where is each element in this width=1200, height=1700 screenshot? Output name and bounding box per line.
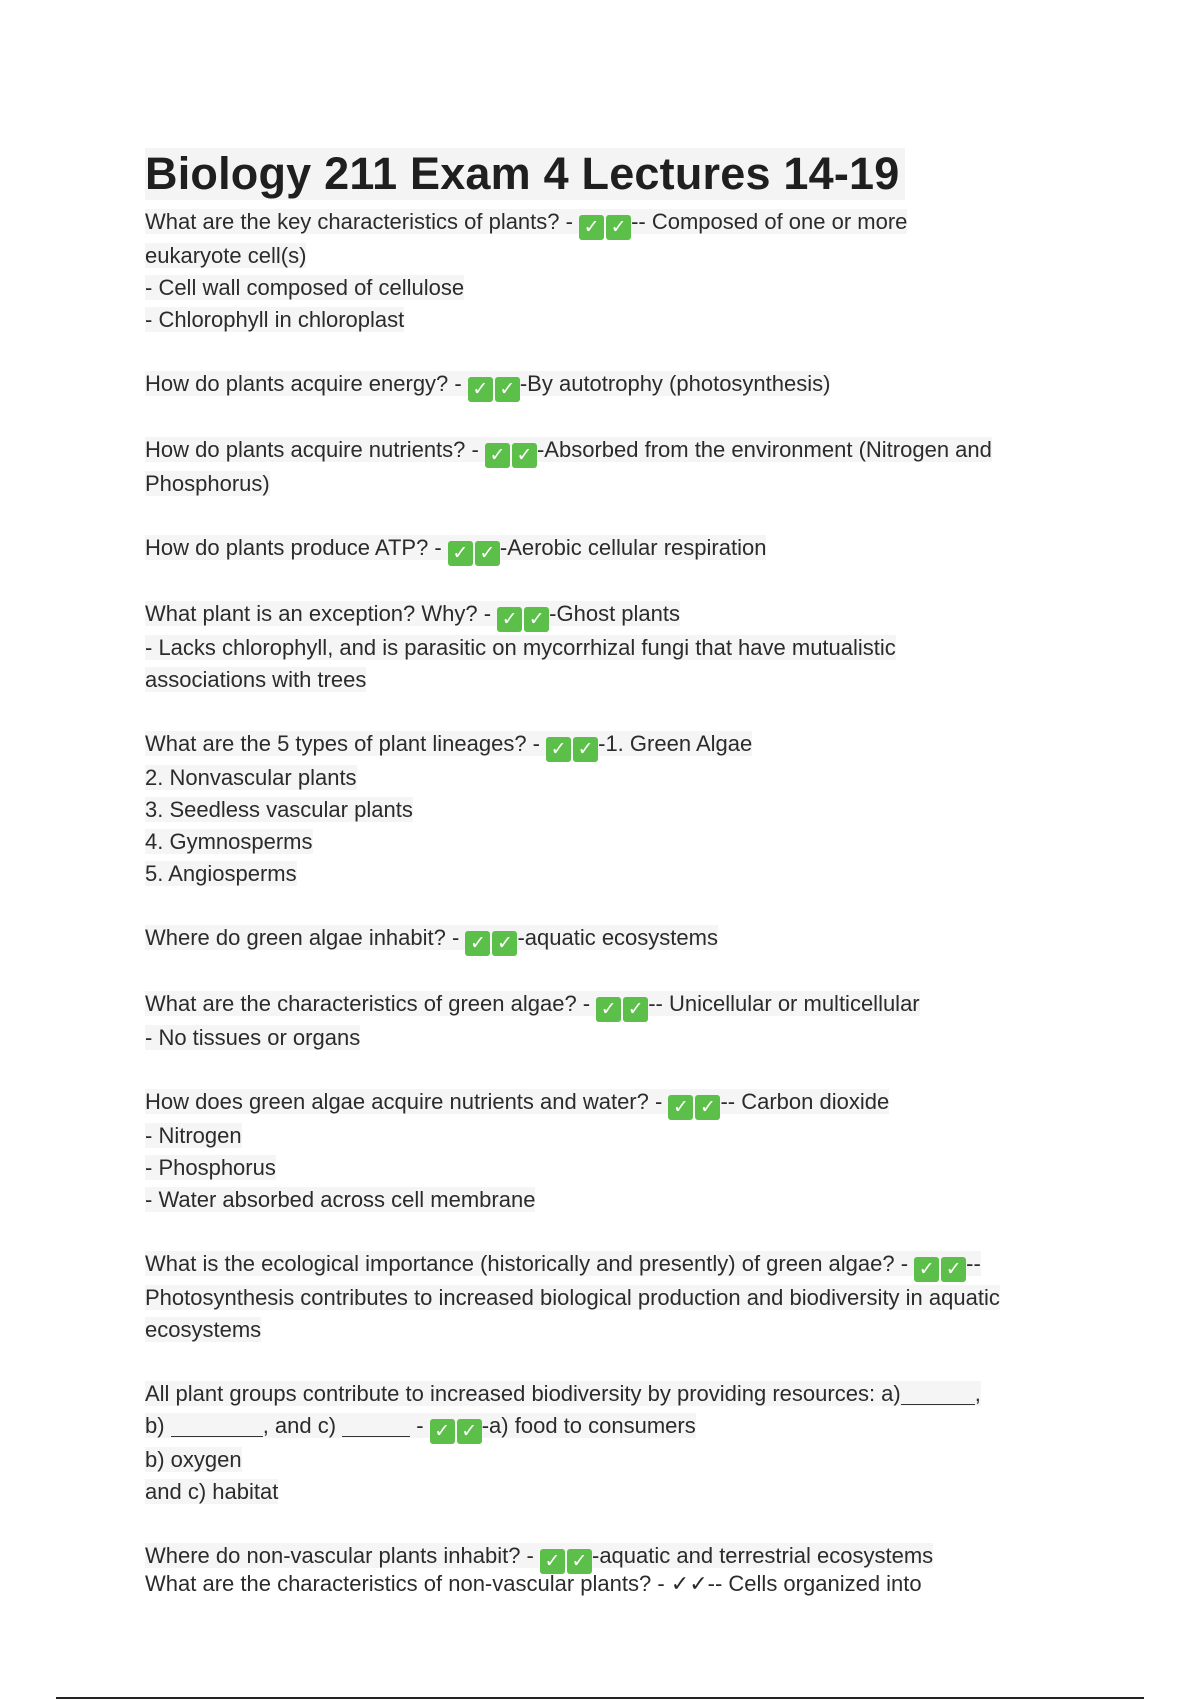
document-page: [145, 148, 1095, 1574]
blank-line: [171, 1414, 263, 1437]
answer-text: -aquatic ecosystems: [517, 925, 718, 950]
blank-line: [901, 1382, 975, 1405]
question-text: How do plants produce ATP? -: [145, 535, 448, 560]
answer-text: --: [966, 1251, 981, 1276]
answer-text: -- Composed of one or more: [631, 209, 908, 234]
qa-item-blank: All plant groups contribute to increased biodiversity by providing resources: a) , b) , and c) - ✓ ✓ -a) food to consumers b) oxygen and c) habitat: [145, 1381, 981, 1504]
question-text: Where do green algae inhabit? -: [145, 925, 466, 950]
answer-line: associations with trees: [145, 667, 367, 692]
checkmark-icon: ✓: [573, 737, 598, 762]
question-text: How do plants acquire energy? -: [145, 371, 468, 396]
qa-item: [145, 728, 1095, 890]
checkmark-icon: ✓: [465, 931, 490, 956]
checkmark-icon: ✓: [941, 1257, 966, 1282]
checkmark-icon: ✓: [492, 931, 517, 956]
qa-item: [145, 532, 1095, 566]
answer-text: -a) food to consumers: [481, 1413, 696, 1438]
answer-text: -Ghost plants: [549, 601, 681, 626]
question-text: How do plants acquire nutrients? -: [145, 437, 485, 462]
qa-item: [145, 922, 1095, 956]
checkmark-icon: ✓: [623, 997, 648, 1022]
answer-line: - No tissues or organs: [145, 1025, 361, 1050]
checkmark-icon: ✓: [495, 377, 520, 402]
answer-line: - Water absorbed across cell membrane: [145, 1187, 536, 1212]
qa-item: [145, 1248, 1095, 1346]
checkmark-icon: ✓: [596, 997, 621, 1022]
checkmark-icon: ✓: [524, 607, 549, 632]
answer-text: -aquatic and terrestrial ecosystems: [592, 1543, 934, 1568]
checkmark-icon: ✓: [914, 1257, 939, 1282]
question-text: What are the characteristics of green algae? -: [145, 991, 597, 1016]
checkmark-icon: ✓: [540, 1549, 565, 1574]
answer-line: - Lacks chlorophyll, and is parasitic on mycorrhizal fungi that have mutualistic: [145, 635, 896, 660]
answer-text: -1. Green Algae: [598, 731, 753, 756]
checkmark-icon: ✓: [497, 607, 522, 632]
answer-line: ecosystems: [145, 1317, 262, 1342]
checkmark-icon: ✓: [668, 1095, 693, 1120]
checkmark-icon: ✓: [475, 541, 500, 566]
checkmark-icon: ✓: [606, 215, 631, 240]
question-text: How does green algae acquire nutrients and water? -: [145, 1089, 669, 1114]
qa-list: [145, 206, 1095, 1346]
question-text: What are the 5 types of plant lineages? -: [145, 731, 547, 756]
question-text: What plant is an exception? Why? -: [145, 601, 498, 626]
page-bottom-rule: [56, 1697, 1144, 1699]
checkmark-icon: ✓: [430, 1419, 455, 1444]
question-text: Where do non-vascular plants inhabit? -: [145, 1543, 540, 1568]
answer-line: - Nitrogen: [145, 1123, 242, 1148]
answer-text: -Absorbed from the environment (Nitrogen and: [536, 437, 992, 462]
checkmark-icon: ✓: [567, 1549, 592, 1574]
truncated-text-line: What are the characteristics of non-vascular plants? - ✓✓-- Cells organized into: [145, 1571, 922, 1596]
answer-line: 4. Gymnosperms: [145, 829, 313, 854]
checkmark-icon: ✓: [512, 443, 537, 468]
blank-line: [342, 1414, 410, 1437]
qa-item: [145, 434, 1095, 500]
checkmark-icon: ✓: [457, 1419, 482, 1444]
document-title: Biology 211 Exam 4 Lectures 14-19: [145, 148, 905, 200]
answer-text: -Aerobic cellular respiration: [499, 535, 767, 560]
qa-item: [145, 206, 1095, 336]
answer-line: 5. Angiosperms: [145, 861, 297, 886]
checkmark-icon: ✓: [546, 737, 571, 762]
checkmark-icon: ✓: [485, 443, 510, 468]
answer-line: - Phosphorus: [145, 1155, 276, 1180]
checkmark-icon: ✓: [695, 1095, 720, 1120]
answer-line: 2. Nonvascular plants: [145, 765, 357, 790]
qa-item: [145, 1086, 1095, 1216]
answer-line: 3. Seedless vascular plants: [145, 797, 413, 822]
answer-line: eukaryote cell(s): [145, 243, 307, 268]
answer-line: - Chlorophyll in chloroplast: [145, 307, 405, 332]
answer-text: -By autotrophy (photosynthesis): [519, 371, 831, 396]
answer-text: -- Carbon dioxide: [720, 1089, 890, 1114]
checkmark-icon: ✓: [448, 541, 473, 566]
answer-line: Phosphorus): [145, 471, 270, 496]
question-text: All plant groups contribute to increased biodiversity by providing resources: a): [145, 1381, 901, 1406]
question-text: What is the ecological importance (historically and presently) of green algae? -: [145, 1251, 915, 1276]
answer-line: - Cell wall composed of cellulose: [145, 275, 465, 300]
answer-line: Photosynthesis contributes to increased biological production and biodiversity in aquatic: [145, 1285, 1000, 1310]
qa-item: [145, 598, 1095, 696]
answer-text: -- Unicellular or multicellular: [648, 991, 920, 1016]
checkmark-icon: ✓: [468, 377, 493, 402]
qa-item: [145, 368, 1095, 402]
question-text: What are the key characteristics of plants? -: [145, 209, 580, 234]
qa-item: [145, 988, 1095, 1054]
checkmark-icon: ✓: [579, 215, 604, 240]
